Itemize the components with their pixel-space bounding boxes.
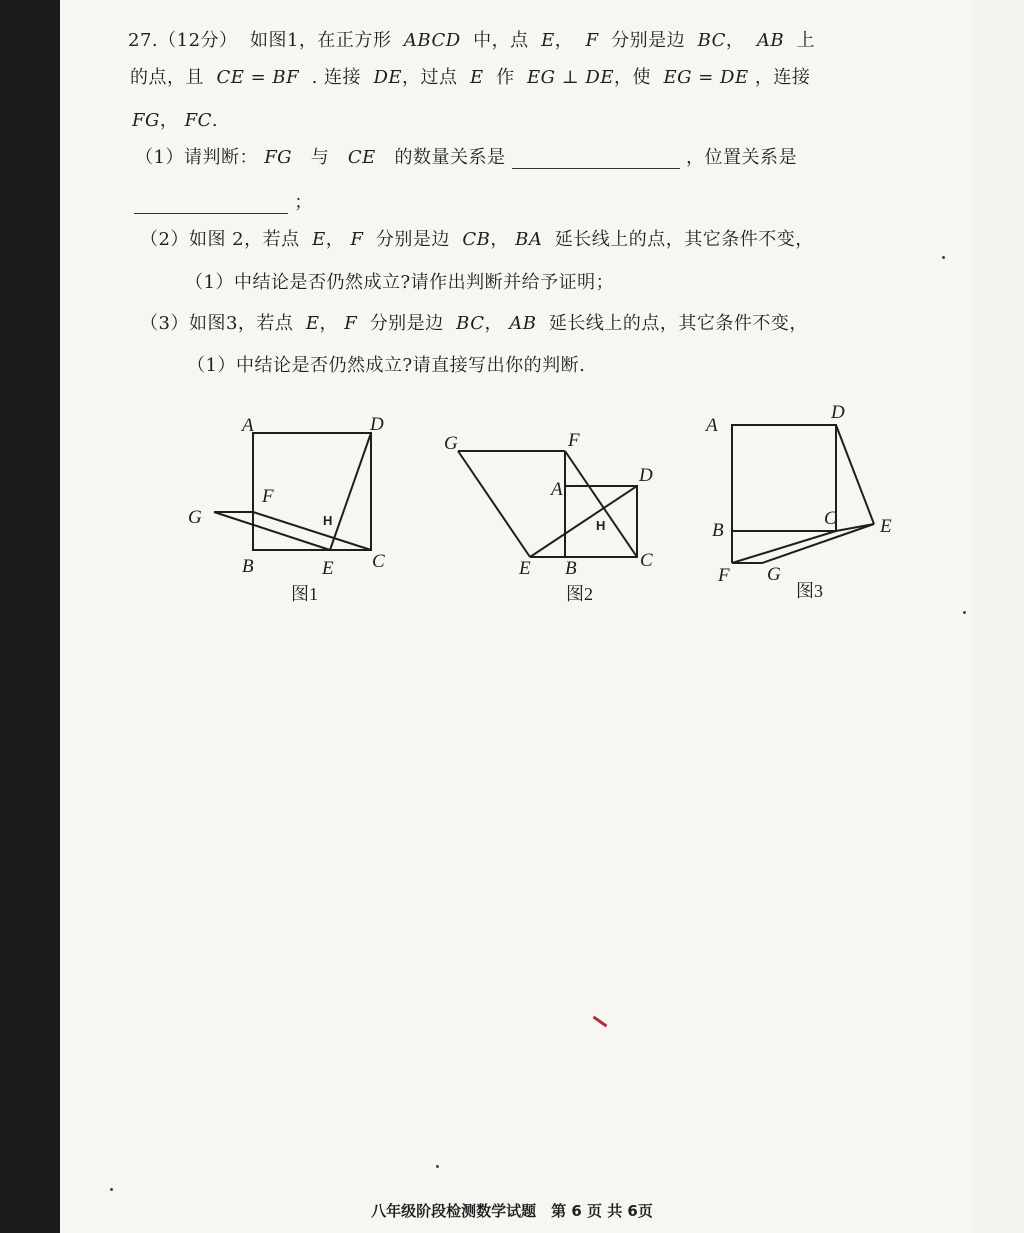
figure-3-caption: 图3 (796, 581, 823, 601)
label-d-fig1: D (370, 414, 384, 435)
segment-ed-fig2 (530, 486, 637, 557)
figure-1-drawing (214, 433, 371, 550)
label-b-fig1: B (242, 556, 254, 577)
label-c-fig2: C (640, 550, 653, 571)
label-c-fig3: C (824, 508, 837, 529)
segment-de-fig3 (836, 425, 874, 524)
label-a-fig1: A (242, 415, 254, 436)
segment-ed-fig1 (330, 433, 371, 550)
segment-ge-fig3 (762, 524, 874, 563)
label-h-fig1: H (323, 513, 333, 528)
paper-speck (436, 1165, 439, 1168)
label-g-fig2: G (444, 433, 458, 454)
label-b-fig3: B (712, 520, 724, 541)
paper-speck (942, 256, 945, 259)
label-e-fig1: E (322, 558, 334, 579)
label-d-fig3: D (831, 402, 845, 423)
square-abcd-fig3 (732, 425, 836, 531)
label-f-fig1: F (262, 486, 274, 507)
problem-line-3: FG， FC. (132, 110, 219, 131)
part2-question: （2）如图 2，若点 E， F 分别是边 CB， BA 延长线上的点，其它条件不变， (140, 229, 814, 250)
part2-question-line-2: （1）中结论是否仍然成立?请作出判断并给予证明； (185, 272, 615, 293)
paper-speck (110, 1188, 113, 1191)
label-e-fig2: E (519, 558, 531, 579)
part3-question-line-2: （1）中结论是否仍然成立?请直接写出你的判断. (187, 355, 586, 376)
label-a-fig3: A (706, 415, 718, 436)
problem-line-1: 27.（12分） 如图1，在正方形 ABCD 中，点 E， F 分别是边 BC， AB 上 (128, 30, 816, 51)
label-h-fig2: H (596, 518, 606, 533)
segment-fc-fig2 (565, 451, 637, 557)
segment-ge-fig2 (458, 451, 530, 557)
part1-answer-line: ； (134, 188, 313, 214)
label-b-fig2: B (565, 558, 577, 579)
paper-speck (963, 611, 966, 614)
label-e-fig3: E (880, 516, 892, 537)
label-d-fig2: D (639, 465, 653, 486)
label-g-fig3: G (767, 564, 781, 585)
segment-fc-fig3 (732, 531, 836, 563)
figure-1-caption: 图1 (291, 584, 318, 604)
figure-2-caption: 图2 (566, 584, 593, 604)
label-a-fig2: A (551, 479, 563, 500)
problem-number: 27.（12分） (128, 30, 238, 51)
label-c-fig1: C (372, 551, 385, 572)
figure-2-drawing (458, 451, 637, 557)
problem-line-2: 的点，且 CE = BF . 连接 DE，过点 E 作 EG ⊥ DE，使 EG = DE ，连接 (130, 67, 811, 88)
part3-question: （3）如图3，若点 E， F 分别是边 BC， AB 延长线上的点，其它条件不变， (140, 313, 808, 334)
part1-question: （1）请判断： FG 与 CE 的数量关系是 ，位置关系是 (135, 147, 797, 168)
label-f-fig3: F (718, 565, 730, 586)
page-footer: 八年级阶段检测数学试题 第 6 页 共 6页 (371, 1202, 653, 1220)
figure-3-drawing (732, 425, 874, 563)
label-g-fig1: G (188, 507, 202, 528)
label-f-fig2: F (568, 430, 580, 451)
